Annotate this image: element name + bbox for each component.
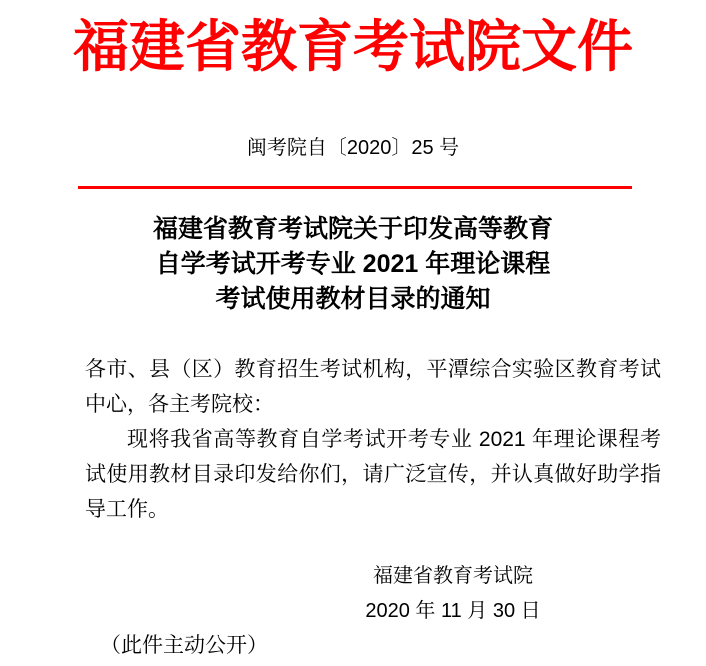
notice-title [0, 212, 706, 317]
public-disclosure-note: （此件主动公开） [100, 634, 268, 657]
issuing-organization: 福建省教育考试院 [373, 565, 533, 587]
issue-date: 2020 年 11 月 30 日 [365, 600, 541, 622]
notice-title-line-3: 考试使用教材目录的通知 [215, 285, 491, 313]
main-paragraph: 现将我省高等教育自学考试开考专业 2021 年理论课程考试使用教材目录印发给你们，请广泛宣传，并认真做好助学指导工作。 [85, 428, 661, 521]
document-reference-number: 闽考院自〔2020〕25 号 [246, 137, 460, 159]
notice-title-line-1: 福建省教育考试院关于印发高等教育 [152, 215, 553, 243]
red-divider-line [78, 186, 632, 189]
signature-block [253, 559, 653, 629]
red-letterhead-title: 福建省教育考试院文件 [73, 17, 633, 79]
notice-title-line-2: 自学考试开考专业 2021 年理论课程 [155, 250, 551, 278]
addressee-paragraph: 各市、县（区）教育招生考试机构，平潭综合实验区教育考试中心，各主考院校： [85, 358, 661, 416]
notice-body [85, 352, 661, 527]
